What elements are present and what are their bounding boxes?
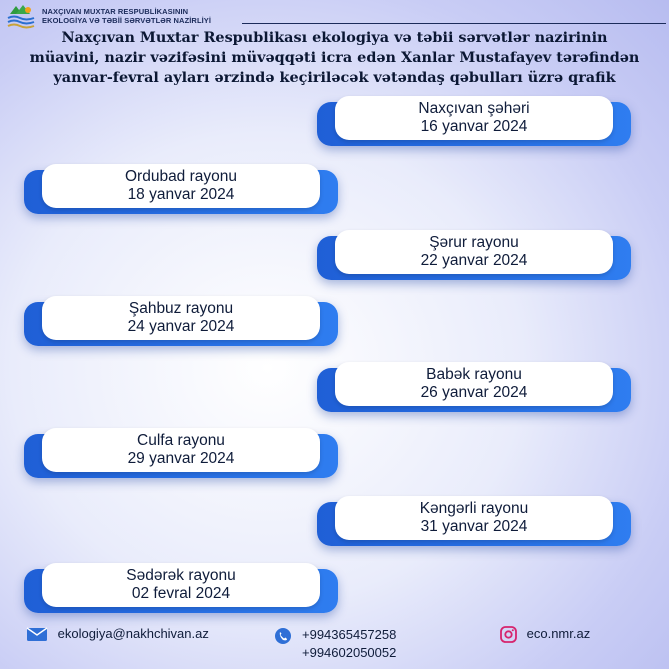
header bbox=[6, 4, 666, 30]
title-line2: müavini, nazir vəzifəsini müvəqqəti icra edən Xanlar Mustafayev tərəfindən bbox=[29, 49, 640, 66]
schedule-place: Babək rayonu bbox=[426, 366, 522, 383]
ministry-logo bbox=[6, 4, 36, 30]
schedule-place: Şərur rayonu bbox=[429, 234, 519, 251]
phone-number-1[interactable]: +994365457258 bbox=[302, 627, 397, 642]
phone-icon bbox=[275, 628, 291, 644]
title-line1: Naxçıvan Muxtar Respublikası ekologiya və təbii sərvətlər nazirinin bbox=[61, 29, 608, 46]
phone-contact[interactable] bbox=[275, 626, 396, 662]
page-title bbox=[10, 28, 659, 88]
schedule-item bbox=[317, 230, 631, 282]
phone-number-2[interactable]: +994602050052 bbox=[302, 645, 397, 660]
ministry-name-line1: NAXÇIVAN MUXTAR RESPUBLİKASININ bbox=[42, 7, 189, 16]
schedule-date: 26 yanvar 2024 bbox=[420, 384, 528, 401]
schedule-place: Kəngərli rayonu bbox=[419, 500, 529, 517]
title-line3: yanvar-fevral ayları ərzində keçiriləcək vətəndaş qəbulları üzrə qrafik bbox=[53, 69, 616, 86]
schedule-item bbox=[317, 96, 631, 148]
instagram-contact[interactable] bbox=[500, 626, 590, 643]
schedule-date: 22 yanvar 2024 bbox=[420, 252, 528, 269]
ministry-name bbox=[42, 7, 211, 25]
ministry-name-line2: EKOLOGİYA VƏ TƏBİİ SƏRVƏTLƏR NAZİRLİYİ bbox=[42, 16, 212, 25]
schedule-date: 16 yanvar 2024 bbox=[420, 118, 528, 135]
email-text[interactable]: ekologiya@nakhchivan.az bbox=[57, 626, 209, 641]
schedule-item bbox=[24, 164, 338, 216]
schedule-item bbox=[24, 296, 338, 348]
envelope-icon bbox=[26, 627, 48, 642]
schedule-item bbox=[24, 428, 338, 480]
schedule-item bbox=[24, 563, 338, 615]
instagram-icon bbox=[500, 626, 517, 643]
schedule-place: Naxçıvan şəhəri bbox=[418, 100, 530, 117]
schedule-date: 31 yanvar 2024 bbox=[420, 518, 528, 535]
schedule-date: 18 yanvar 2024 bbox=[127, 186, 235, 203]
schedule-date: 29 yanvar 2024 bbox=[127, 450, 235, 467]
schedule-place: Şahbuz rayonu bbox=[128, 300, 234, 317]
schedule-item bbox=[317, 362, 631, 414]
instagram-handle[interactable]: eco.nmr.az bbox=[526, 626, 591, 641]
schedule-date: 24 yanvar 2024 bbox=[127, 318, 235, 335]
schedule-item bbox=[317, 496, 631, 548]
schedule-date: 02 fevral 2024 bbox=[131, 585, 231, 602]
schedule-place: Sədərək rayonu bbox=[126, 567, 236, 584]
header-divider bbox=[242, 23, 666, 24]
schedule-place: Culfa rayonu bbox=[137, 432, 225, 449]
schedule-place: Ordubad rayonu bbox=[124, 168, 238, 185]
email-contact[interactable] bbox=[26, 626, 209, 642]
